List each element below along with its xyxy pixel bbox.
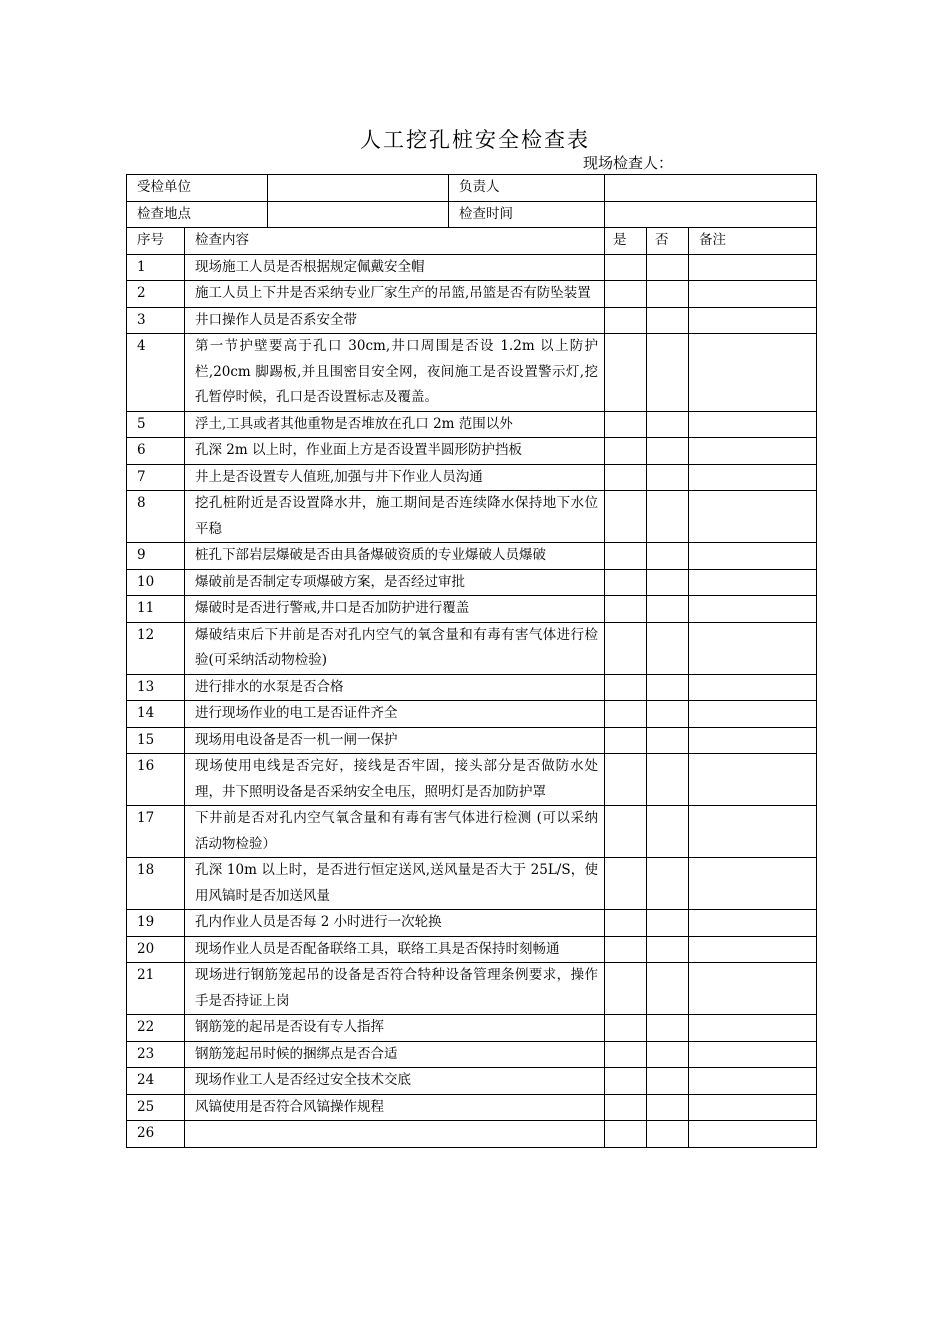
item-number: 25 [127,1094,185,1121]
no-check-cell[interactable] [647,701,689,728]
table-row [127,622,817,674]
item-content: 第一节护壁要高于孔口 30cm,井口周围是否设 1.2m 以上防护栏,20cm 脚踢板,并且围密目安全网，夜间施工是否设置警示灯,挖孔暂停时候，孔口是否设置标志及覆盖。 [185,334,605,412]
yes-check-cell[interactable] [605,307,647,334]
remark-cell[interactable] [689,1041,817,1068]
table-row [127,1068,817,1095]
item-content: 风镐使用是否符合风镐操作规程 [185,1094,605,1121]
no-check-cell[interactable] [647,806,689,858]
person-value-field[interactable] [605,175,817,202]
inspector-label: 现场检查人： [583,154,674,172]
item-content: 进行现场作业的电工是否证件齐全 [185,701,605,728]
item-number: 19 [127,910,185,937]
item-content: 钢筋笼起吊时候的捆绑点是否合适 [185,1041,605,1068]
yes-check-cell[interactable] [605,936,647,963]
item-number: 6 [127,438,185,465]
remark-cell[interactable] [689,596,817,623]
item-content: 挖孔桩附近是否设置降水井，施工期间是否连续降水保持地下水位平稳 [185,491,605,543]
item-content: 孔内作业人员是否每 2 小时进行一次轮换 [185,910,605,937]
item-content: 现场施工人员是否根据规定佩戴安全帽 [185,254,605,281]
yes-check-cell[interactable] [605,1041,647,1068]
table-row [127,1094,817,1121]
item-content: 爆破前是否制定专项爆破方案，是否经过审批 [185,569,605,596]
item-number: 15 [127,727,185,754]
remark-cell[interactable] [689,334,817,412]
yes-check-cell[interactable] [605,438,647,465]
person-label: 负责人 [449,175,605,202]
yes-check-cell[interactable] [605,254,647,281]
col-header-no: 序号 [127,228,185,255]
item-number: 1 [127,254,185,281]
yes-check-cell[interactable] [605,1094,647,1121]
item-number: 11 [127,596,185,623]
yes-check-cell[interactable] [605,622,647,674]
col-header-content: 检查内容 [185,228,605,255]
table-row [127,569,817,596]
no-check-cell[interactable] [647,438,689,465]
table-row [127,806,817,858]
yes-check-cell[interactable] [605,569,647,596]
yes-check-cell[interactable] [605,464,647,491]
no-check-cell[interactable] [647,464,689,491]
column-header-row [127,228,817,255]
inspection-table [126,174,817,1148]
no-check-cell[interactable] [647,963,689,1015]
no-check-cell[interactable] [647,569,689,596]
no-check-cell[interactable] [647,281,689,308]
item-content: 现场用电设备是否一机一闸一保护 [185,727,605,754]
remark-cell[interactable] [689,754,817,806]
yes-check-cell[interactable] [605,596,647,623]
yes-check-cell[interactable] [605,910,647,937]
yes-check-cell[interactable] [605,701,647,728]
table-row [127,307,817,334]
remark-cell[interactable] [689,1121,817,1148]
table-row [127,1041,817,1068]
table-row [127,936,817,963]
item-content: 浮土,工具或者其他重物是否堆放在孔口 2m 范围以外 [185,411,605,438]
item-number: 2 [127,281,185,308]
item-number: 14 [127,701,185,728]
yes-check-cell[interactable] [605,727,647,754]
remark-cell[interactable] [689,438,817,465]
remark-cell[interactable] [689,543,817,570]
item-content: 桩孔下部岩层爆破是否由具备爆破资质的专业爆破人员爆破 [185,543,605,570]
item-content: 井口操作人员是否系安全带 [185,307,605,334]
yes-check-cell[interactable] [605,1015,647,1042]
table-row [127,438,817,465]
remark-cell[interactable] [689,727,817,754]
remark-cell[interactable] [689,411,817,438]
table-row [127,254,817,281]
place-label: 检查地点 [127,201,268,228]
remark-cell[interactable] [689,307,817,334]
yes-check-cell[interactable] [605,1068,647,1095]
header-row-unit [127,175,817,202]
table-row [127,963,817,1015]
table-row [127,411,817,438]
remark-cell[interactable] [689,1068,817,1095]
item-content: 施工人员上下井是否采纳专业厂家生产的吊篮,吊篮是否有防坠装置 [185,281,605,308]
table-row [127,281,817,308]
no-check-cell[interactable] [647,1041,689,1068]
table-row [127,491,817,543]
item-number: 9 [127,543,185,570]
item-content: 孔深 10m 以上时，是否进行恒定送风,送风量是否大于 25L/S，使用风镐时是否加送风量 [185,858,605,910]
no-check-cell[interactable] [647,1121,689,1148]
remark-cell[interactable] [689,281,817,308]
no-check-cell[interactable] [647,334,689,412]
remark-cell[interactable] [689,254,817,281]
unit-label: 受检单位 [127,175,268,202]
yes-check-cell[interactable] [605,858,647,910]
yes-check-cell[interactable] [605,281,647,308]
remark-cell[interactable] [689,491,817,543]
remark-cell[interactable] [689,936,817,963]
remark-cell[interactable] [689,1015,817,1042]
item-number: 21 [127,963,185,1015]
item-number: 5 [127,411,185,438]
remark-cell[interactable] [689,701,817,728]
item-number: 12 [127,622,185,674]
table-row [127,464,817,491]
table-row [127,701,817,728]
no-check-cell[interactable] [647,254,689,281]
no-check-cell[interactable] [647,543,689,570]
yes-check-cell[interactable] [605,543,647,570]
item-content: 下井前是否对孔内空气氧含量和有毒有害气体进行检测 (可以采纳 活动物检验） [185,806,605,858]
yes-check-cell[interactable] [605,1121,647,1148]
yes-check-cell[interactable] [605,411,647,438]
item-content: 爆破结束后下井前是否对孔内空气的氧含量和有毒有害气体进行检验(可采纳活动物检验) [185,622,605,674]
item-number: 22 [127,1015,185,1042]
item-content: 钢筋笼的起吊是否设有专人指挥 [185,1015,605,1042]
remark-cell[interactable] [689,1094,817,1121]
item-number: 10 [127,569,185,596]
no-check-cell[interactable] [647,1068,689,1095]
item-number: 7 [127,464,185,491]
yes-check-cell[interactable] [605,963,647,1015]
item-number: 26 [127,1121,185,1148]
item-content [185,1121,605,1148]
item-number: 20 [127,936,185,963]
item-content: 井上是否设置专人值班,加强与井下作业人员沟通 [185,464,605,491]
no-check-cell[interactable] [647,727,689,754]
no-check-cell[interactable] [647,910,689,937]
yes-check-cell[interactable] [605,674,647,701]
item-number: 23 [127,1041,185,1068]
col-header-no-check: 否 [647,228,689,255]
no-check-cell[interactable] [647,858,689,910]
remark-cell[interactable] [689,806,817,858]
page-title: 人工挖孔桩安全检查表 [360,128,590,152]
remark-cell[interactable] [689,674,817,701]
no-check-cell[interactable] [647,674,689,701]
table-row [127,334,817,412]
no-check-cell[interactable] [647,307,689,334]
yes-check-cell[interactable] [605,754,647,806]
item-content: 进行排水的水泵是否合格 [185,674,605,701]
table-row [127,727,817,754]
item-number: 24 [127,1068,185,1095]
header-row-place [127,201,817,228]
table-row [127,543,817,570]
item-content: 孔深 2m 以上时，作业面上方是否设置半圆形防护挡板 [185,438,605,465]
item-number: 13 [127,674,185,701]
yes-check-cell[interactable] [605,806,647,858]
item-number: 16 [127,754,185,806]
item-number: 18 [127,858,185,910]
item-number: 3 [127,307,185,334]
no-check-cell[interactable] [647,754,689,806]
time-label: 检查时间 [449,201,605,228]
remark-cell[interactable] [689,910,817,937]
table-row [127,1015,817,1042]
item-content: 现场作业工人是否经过安全技术交底 [185,1068,605,1095]
col-header-yes: 是 [605,228,647,255]
unit-value-field[interactable] [268,175,449,202]
table-row [127,858,817,910]
col-header-remark: 备注 [689,228,817,255]
table-row [127,910,817,937]
item-content: 现场进行钢筋笼起吊的设备是否符合特种设备管理条例要求，操作手是否持证上岗 [185,963,605,1015]
remark-cell[interactable] [689,963,817,1015]
item-content: 爆破时是否进行警戒,井口是否加防护进行覆盖 [185,596,605,623]
item-number: 17 [127,806,185,858]
item-number: 8 [127,491,185,543]
no-check-cell[interactable] [647,596,689,623]
item-content: 现场使用电线是否完好，接线是否牢固，接头部分是否做防水处理，井下照明设备是否采纳安全电压，照明灯是否加防护罩 [185,754,605,806]
remark-cell[interactable] [689,858,817,910]
no-check-cell[interactable] [647,491,689,543]
yes-check-cell[interactable] [605,334,647,412]
remark-cell[interactable] [689,464,817,491]
item-number: 4 [127,334,185,412]
no-check-cell[interactable] [647,936,689,963]
table-row [127,674,817,701]
no-check-cell[interactable] [647,1094,689,1121]
time-value-field[interactable] [605,201,817,228]
no-check-cell[interactable] [647,1015,689,1042]
no-check-cell[interactable] [647,411,689,438]
table-row [127,754,817,806]
yes-check-cell[interactable] [605,491,647,543]
remark-cell[interactable] [689,569,817,596]
remark-cell[interactable] [689,622,817,674]
table-row [127,596,817,623]
no-check-cell[interactable] [647,622,689,674]
place-value-field[interactable] [268,201,449,228]
item-content: 现场作业人员是否配备联络工具，联络工具是否保持时刻畅通 [185,936,605,963]
table-row [127,1121,817,1148]
